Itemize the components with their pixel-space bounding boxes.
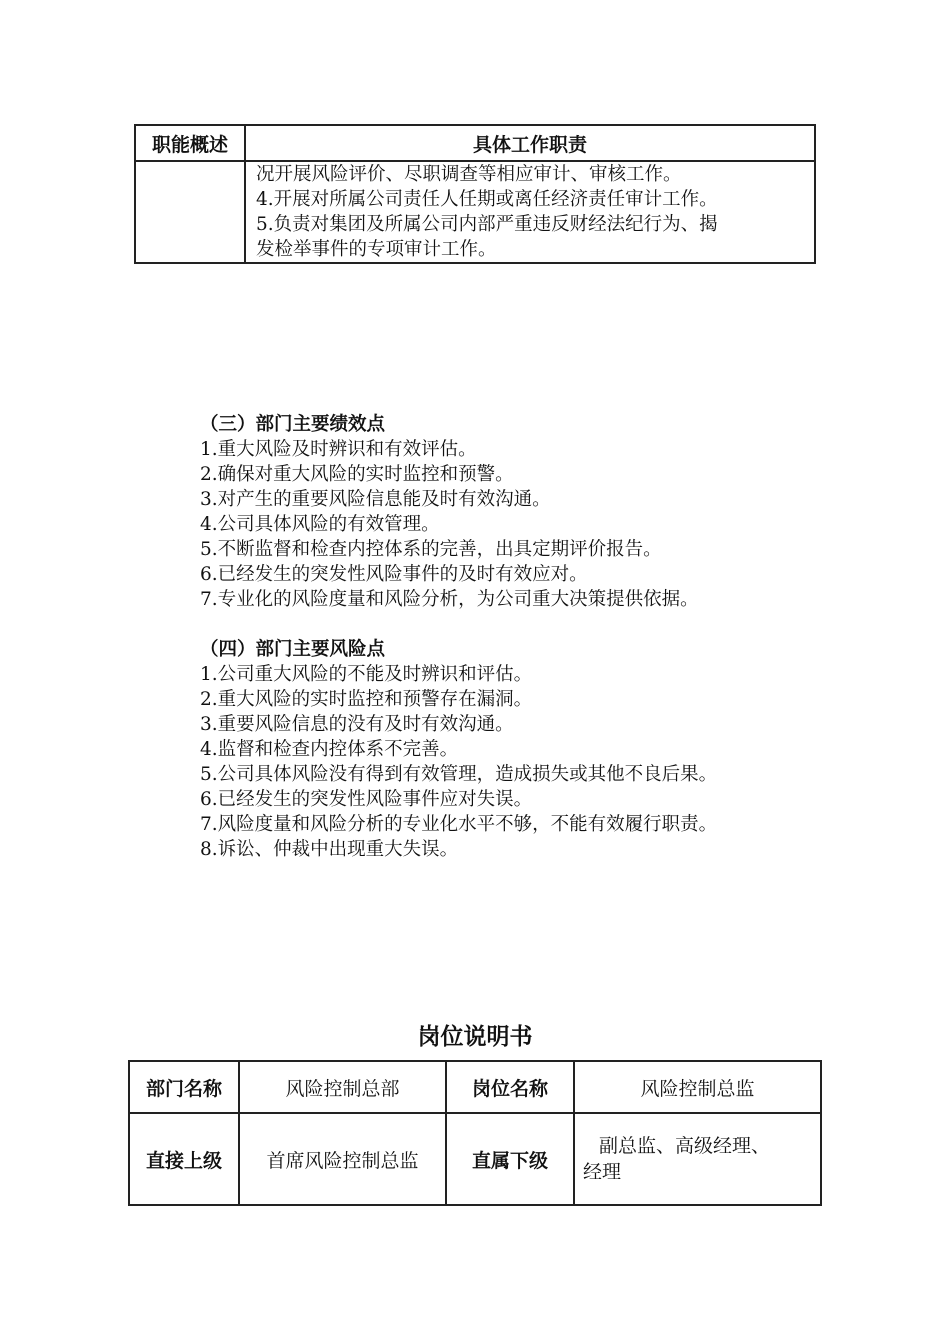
duty-line: 况开展风险评价、尽职调查等相应审计、审核工作。 xyxy=(256,164,682,185)
post-label: 岗位名称 xyxy=(446,1061,574,1113)
duty-line: 5.负责对集团及所属公司内部严重违反财经法纪行为、揭 xyxy=(256,214,718,235)
performance-section xyxy=(200,412,699,612)
dept-label: 部门名称 xyxy=(129,1061,239,1113)
duty-table-header-overview: 职能概述 xyxy=(135,125,245,161)
risk-item: 8.诉讼、仲裁中出现重大失误。 xyxy=(200,839,459,860)
job-spec-table xyxy=(128,1060,822,1206)
performance-item: 6.已经发生的突发性风险事件的及时有效应对。 xyxy=(200,564,588,585)
risk-item: 2.重大风险的实时监控和预警存在漏洞。 xyxy=(200,689,533,710)
risk-item: 4.监督和检查内控体系不完善。 xyxy=(200,739,459,760)
risk-item: 7.风险度量和风险分析的专业化水平不够，不能有效履行职责。 xyxy=(200,814,718,835)
subordinate-value-line: 副总监、高级经理、 xyxy=(599,1135,771,1157)
performance-item: 2.确保对重大风险的实时监控和预警。 xyxy=(200,464,514,485)
job-spec-title: 岗位说明书 xyxy=(417,1024,533,1050)
performance-item: 1.重大风险及时辨识和有效评估。 xyxy=(200,439,477,460)
performance-item: 5.不断监督和检查内控体系的完善，出具定期评价报告。 xyxy=(200,539,662,560)
duty-table-header-duties: 具体工作职责 xyxy=(245,125,815,161)
superior-value: 首席风险控制总监 xyxy=(239,1113,446,1205)
superior-label: 直接上级 xyxy=(129,1113,239,1205)
risk-item: 3.重要风险信息的没有及时有效沟通。 xyxy=(200,714,514,735)
subordinate-value-line: 经理 xyxy=(583,1161,622,1183)
performance-item: 4.公司具体风险的有效管理。 xyxy=(200,514,440,535)
subordinate-value xyxy=(574,1113,821,1205)
risk-item: 1.公司重大风险的不能及时辨识和评估。 xyxy=(200,664,533,685)
risk-item: 5.公司具体风险没有得到有效管理，造成损失或其他不良后果。 xyxy=(200,764,718,785)
performance-heading: （三）部门主要绩效点 xyxy=(200,414,386,435)
post-value: 风险控制总监 xyxy=(574,1061,821,1113)
risk-section xyxy=(200,637,717,862)
subordinate-label: 直属下级 xyxy=(446,1113,574,1205)
risk-heading: （四）部门主要风险点 xyxy=(200,639,386,660)
duty-line: 发检举事件的专项审计工作。 xyxy=(256,239,497,260)
risk-item: 6.已经发生的突发性风险事件应对失误。 xyxy=(200,789,533,810)
duty-table xyxy=(134,124,816,264)
dept-value: 风险控制总部 xyxy=(239,1061,446,1113)
duty-table-duties-cell xyxy=(245,161,815,263)
duty-table-overview-cell xyxy=(135,161,245,263)
performance-item: 7.专业化的风险度量和风险分析，为公司重大决策提供依据。 xyxy=(200,589,699,610)
duty-line: 4.开展对所属公司责任人任期或离任经济责任审计工作。 xyxy=(256,189,718,210)
performance-item: 3.对产生的重要风险信息能及时有效沟通。 xyxy=(200,489,551,510)
